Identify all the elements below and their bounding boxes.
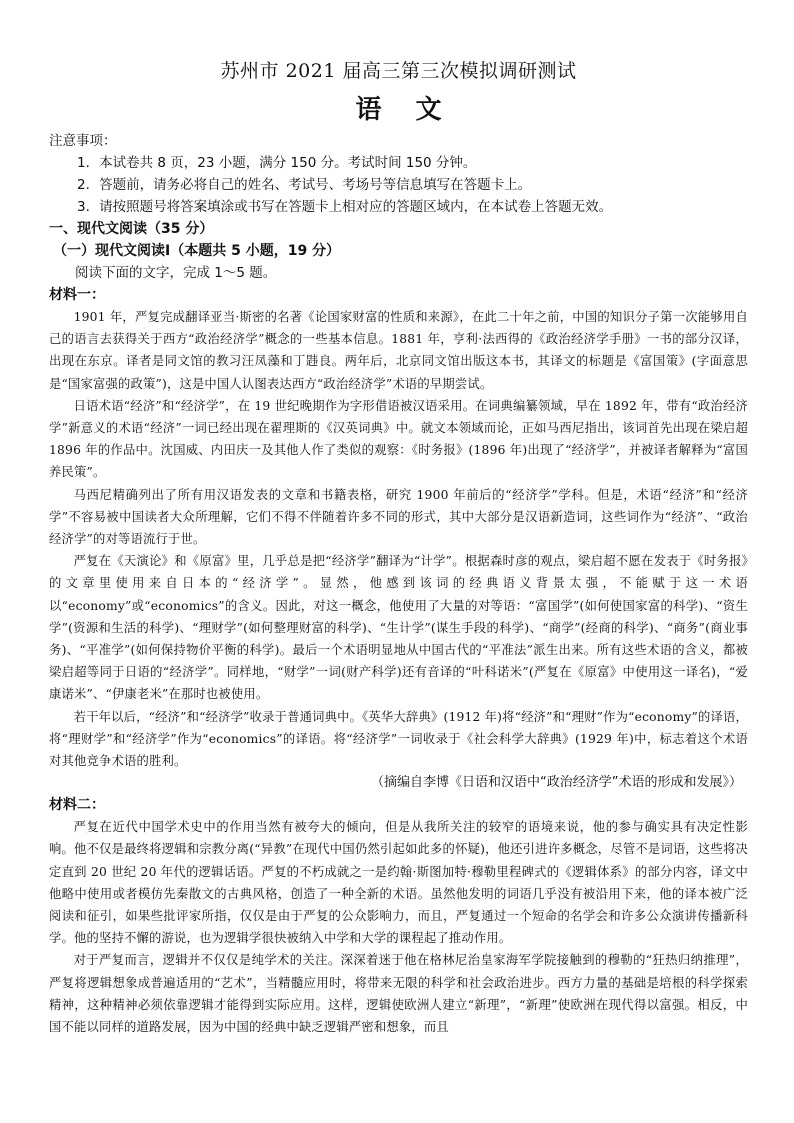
material-one-paragraph: 严复在《天演论》和《原富》里，几乎总是把“经济学”翻译为“计学”。根据森时彦的观点，梁启超不愿在发表于《时务报》的文章里使用来自日本的“经济学”。显然，他感到该词的经典语义背景太强，不能赋于这一术语以“economy”或“economics”的含义。因此，对这一概念，他使用了大量的对等语：“富国学”(如何使国家富的科学)、“资生学”(资源和生活的科学)、“理财学”(如何整理财富的科学)、“生计学”(谋生手段的科学)、“商学”(经商的科学)、“商务”(商业事务)、“平准学”(如何保持物价平衡的科学)。最后一个术语明显地从中国古代的“平准法”派生出来。所有这些术语的含义，都被梁启超等同于日语的“经济学”。同样地，“财学”一词(财产科学)还有音译的“叶科诺米”(严复在《原富》中使用这一译名)，“爱康诺米”、“伊康老米”在那时也被使用。 <box>49 554 748 702</box>
subsection-heading: （一）现代文阅读Ⅰ（本题共 5 小题，19 分） <box>53 243 341 259</box>
material-two-paragraph: 严复在近代中国学术史中的作用当然有被夸大的倾向，但是从我所关注的较窄的语境来说，他的参与确实具有决定性影响。他不仅是最终将逻辑和宗教分离(“异教”在现代中国仍然引起如此多的怀疑)，他还引进许多概念，尽管不是词语，这些将决定直到 20 世纪 20 年代的逻辑话语。严复的不朽成就之一是约翰·斯图加特·穆勒里程碑式的《逻辑体系》的部分内容，译文中他略中使用或者模仿先秦散文的古典风格，创造了一种全新的术语。虽然他发明的词语几乎没有被沿用下来，他的译本被广泛阅读和征引，如果些批评家所指，仅仅是由于严复的公众影响力，而且，严复通过一个短命的名学会和许多公众演讲传播新科学。他的坚持不懈的游说，也为逻辑学很快被纳入中学和大学的课程起了推动作用。 <box>49 820 748 946</box>
notice-item: 1．本试卷共 8 页，23 小题，满分 150 分。考试时间 150 分钟。 <box>77 155 477 171</box>
material-one-source: （摘编自李博《日语和汉语中“政治经济学”术语的形成和发展》） <box>371 775 742 791</box>
material-one-paragraph: 日语术语“经济”和“经济学”，在 19 世纪晚期作为字形借语被汉语采用。在词典编纂领域，早在 1892 年，带有“政治经济学”新意义的术语“经济”一词已经出现在翟理斯的《汉英词典》中。就文本领域而论，正如马西尼指出，该词首先出现在梁启超 1896 年的作品中。沈国威、内田庆一及其他人作了类似的观察：《时务报》(1896 年)出现了“经济学”，并被译者解释为“富国养民策”。 <box>49 398 748 480</box>
material-two-label: 材料二： <box>49 797 105 814</box>
section-heading: 一、现代文阅读（35 分） <box>49 221 214 237</box>
material-two-paragraph: 对于严复而言，逻辑并不仅仅是纯学术的关注。深深着迷于他在格林尼治皇家海军学院接触到的穆勒的“狂热归纳推理”，严复将逻辑想象成普遍适用的“艺术”，当精髓应用时，将带来无限的科学和社会政治进步。西方力量的基础是培根的科学探索精神，这种精神必须依靠逻辑才能得到实际应用。这样，逻辑使欧洲人建立“新理”，“新理”使欧洲在现代得以富强。相反，中国不能以同样的道路发展，因为中国的经典中缺乏逻辑严密和想象，而且 <box>49 953 748 1035</box>
material-one-paragraph: 马西尼精确列出了所有用汉语发表的文章和书籍表格，研究 1900 年前后的“经济学”学科。但是，术语“经济”和“经济学”不容易被中国读者大众所理解，它们不得不伴随着许多不同的形式，其中大部分是汉语新造词，这些词作为“经济”、“政治经济学”的对等语流行于世。 <box>49 487 748 547</box>
notice-heading: 注意事项： <box>49 133 117 149</box>
notice-item: 3．请按照题号将答案填涂或书写在答题卡上相对应的答题区域内，在本试卷上答题无效。 <box>77 199 613 215</box>
material-one-label: 材料一： <box>49 287 105 303</box>
subject-title: 语文 <box>355 95 476 125</box>
reading-instruction: 阅读下面的文字，完成 1～5 题。 <box>75 265 277 281</box>
exam-title: 苏州市 2021 届高三第三次模拟调研测试 <box>220 60 577 82</box>
notice-item: 2．答题前，请务必将自己的姓名、考试号、考场号等信息填写在答题卡上。 <box>77 177 532 193</box>
material-one-paragraph: 1901 年，严复完成翻译亚当·斯密的名著《论国家财富的性质和来源》，在此二十年之前，中国的知识分子第一次能够用自己的语言去获得关于西方“政治经济学”概念的一些基本信息。1881 年，亨利·法西得的《政治经济学手册》一书的部分汉译，出现在东京。译者是同文馆的教习汪凤藻和丁韪良。两年后，北京同文馆出版这本书，其译文的标题是《富国策》(字面意思是“国家富强的政策”)，这是中国人认图表达西方“政治经济学”术语的早期尝试。 <box>49 310 748 391</box>
material-one-paragraph: 若干年以后，“经济”和“经济学”收录于普通词典中。《英华大辞典》(1912 年)将“经济”和“理财”作为“economy”的译语，将“理财学”和“经济学”作为“economics”的译语。将“经济学”一词收录于《社会科学大辞典》(1929 年)中，标志着这个术语对其他竞争术语的胜利。 <box>49 709 748 769</box>
notice-section <box>49 130 748 218</box>
